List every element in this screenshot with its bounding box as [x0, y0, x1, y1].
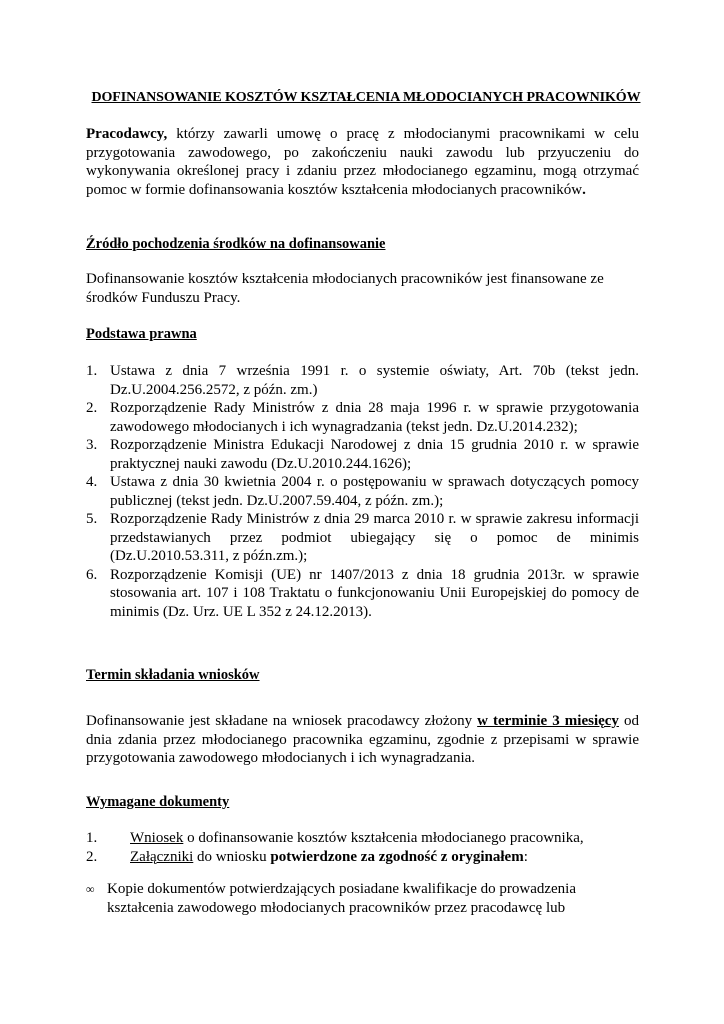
intro-bold-lead: Pracodawcy,: [86, 126, 168, 142]
intro-text: którzy zawarli umowę o pracę z młodocianymi pracownikami w celu przygotowania zawodowego, po zakończeniu nauki zawodu lub przyuczeniu do wykonywania określonej pracy i zdaniu przez młodocianego egzaminu, mogą otrzymać pomoc w formie dofinansowania kosztów kształcenia młodocianych pracowników: [86, 126, 639, 198]
list-item-text: Kopie dokumentów potwierdzających posiadane kwalifikacje do prowadzenia kształcenia zawodowego młodocianych pracowników przez pracodawcę lub: [107, 881, 576, 916]
list-item-text: do wniosku: [193, 848, 271, 865]
list-item-number: 3.: [86, 437, 98, 453]
list-item: [86, 436, 639, 473]
certified-note: potwierdzone za zgodność z oryginałem: [270, 848, 524, 865]
deadline-text-before: Dofinansowanie jest składane na wniosek pracodawcy złożony: [86, 713, 478, 729]
list-item-text: o dofinansowanie kosztów kształcenia młodocianego pracownika,: [183, 830, 584, 846]
document-title: DOFINANSOWANIE KOSZTÓW KSZTAŁCENIA MŁODOCIANYCH PRACOWNIKÓW: [91, 90, 641, 105]
list-item-text: Rozporządzenie Ministra Edukacji Narodowej z dnia 15 grudnia 2010 r. w sprawie praktycznej nauki zawodu (Dz.U.2010.244.1626);: [110, 437, 639, 472]
list-item: [86, 473, 639, 510]
list-item-number: 1.: [86, 830, 98, 846]
list-item-text: Rozporządzenie Komisji (UE) nr 1407/2013 z dnia 18 grudnia 2013r. w sprawie stosowania art. 107 i 108 Traktatu o funkcjonowaniu Unii Europejskiej do pomocy de minimis (Dz. Urz. UE L 352 z 24.12.2013).: [110, 566, 639, 620]
list-item: [86, 848, 646, 867]
documents-list: [86, 829, 646, 866]
list-item-text: Rozporządzenie Rady Ministrów z dnia 28 maja 1996 r. w sprawie przygotowania zawodowego młodocianych i ich wynagradzania (tekst jedn. Dz.U.2014.232);: [110, 400, 639, 435]
legal-heading: Podstawa prawna: [86, 326, 197, 342]
deadline-text-after: od dnia zdania przez młodocianego pracownika egzaminu, zgodnie z przepisami w sprawie przygotowania zawodowego młodocianych i ich wynagradzania.: [86, 713, 639, 766]
list-item-text: Ustawa z dnia 30 kwietnia 2004 r. o postępowaniu w sprawach dotyczących pomocy publicznej (tekst jedn. Dz.U.2007.59.404, z późn. zm.);: [110, 474, 639, 509]
list-item: [86, 880, 646, 917]
list-item: [86, 510, 639, 566]
list-item: [86, 399, 639, 436]
list-item-number: 6.: [86, 566, 98, 583]
list-item-number: 2.: [86, 848, 98, 865]
list-item-number: 2.: [86, 400, 98, 416]
bullet-list: [86, 880, 646, 917]
infinity-bullet-icon: ∞: [86, 882, 95, 896]
application-link: Wniosek: [130, 830, 184, 846]
intro-paragraph: [86, 125, 639, 199]
list-item-text: Ustawa z dnia 7 września 1991 r. o systemie oświaty, Art. 70b (tekst jedn. Dz.U.2004.256.2572, z późn. zm.): [110, 363, 639, 398]
list-item-number: 4.: [86, 474, 98, 490]
list-item: [86, 362, 639, 399]
list-item: [86, 566, 639, 622]
list-item: [86, 829, 646, 848]
list-item-number: 1.: [86, 363, 98, 379]
attachments-label: Załączniki: [130, 848, 194, 865]
documents-heading: Wymagane dokumenty: [86, 794, 230, 810]
list-item-text: Rozporządzenie Rady Ministrów z dnia 29 marca 2010 r. w sprawie zakresu informacji przedstawianych przez podmiot ubiegający się o pomoc de minimis (Dz.U.2010.53.311, z późn.zm.);: [110, 511, 639, 564]
intro-end: .: [582, 181, 586, 198]
source-heading: Źródło pochodzenia środków na dofinansowanie: [86, 236, 386, 252]
legal-list: [86, 362, 639, 621]
deadline-heading: Termin składania wniosków: [86, 667, 260, 683]
source-paragraph: Dofinansowanie kosztów kształcenia młodocianych pracowników jest finansowane ze środków Funduszu Pracy.: [86, 271, 604, 306]
deadline-term: w terminie 3 miesięcy: [477, 713, 619, 729]
deadline-paragraph: [86, 712, 639, 768]
list-item-number: 5.: [86, 511, 98, 527]
list-item-end: :: [523, 848, 528, 865]
